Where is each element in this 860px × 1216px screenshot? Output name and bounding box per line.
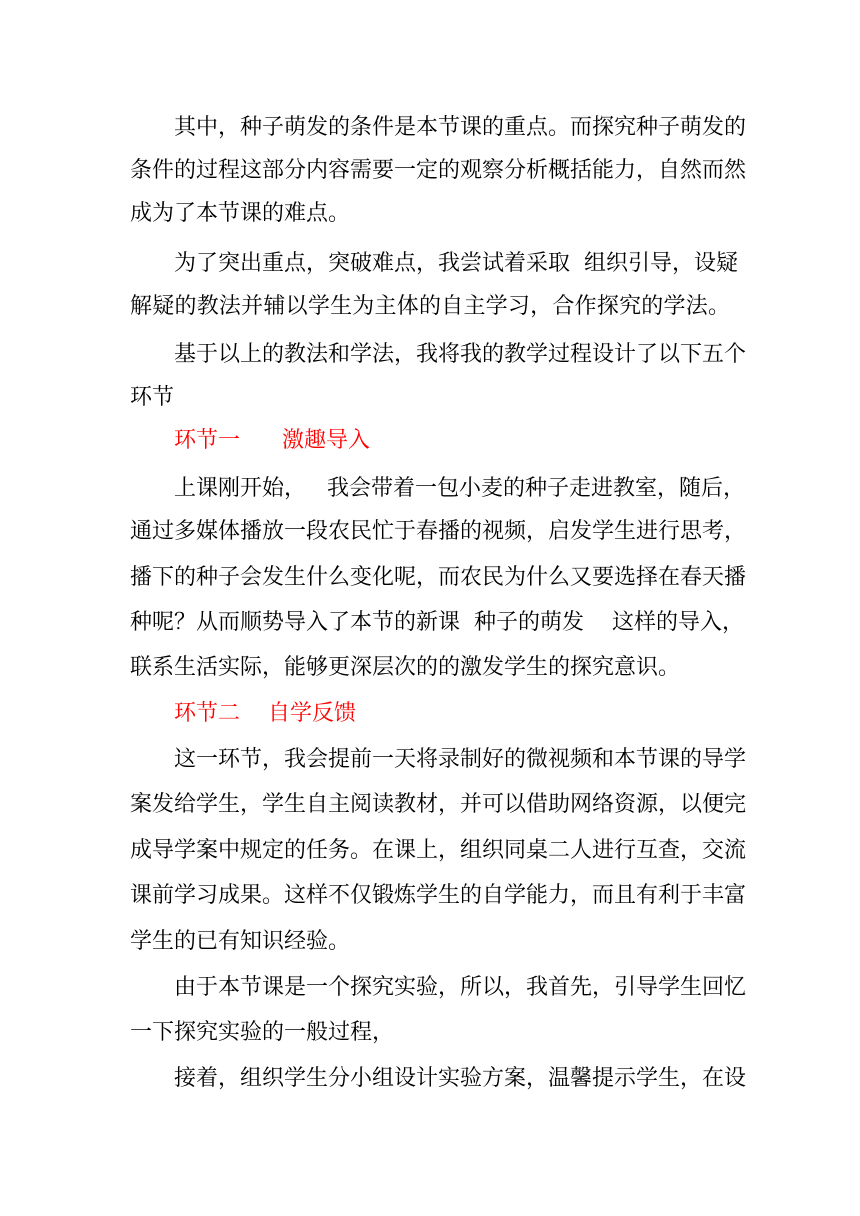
paragraph-line: 上课刚开始， 我会带着一包小麦的种子走进教室，随后， bbox=[174, 476, 745, 501]
paragraph-line: 为了突出重点，突破难点，我尝试着采取 组织引导，设疑 bbox=[174, 251, 738, 276]
paragraph-line: 环节 bbox=[130, 385, 175, 410]
paragraph-line: 成导学案中规定的任务。在课上，组织同桌二人进行互查，交流 bbox=[130, 838, 747, 863]
paragraph-line: 条件的过程这部分内容需要一定的观察分析概括能力，自然而然 bbox=[130, 158, 747, 183]
paragraph-line: 接着，组织学生分小组设计实验方案，温馨提示学生，在设 bbox=[174, 1066, 747, 1091]
paragraph-line: 案发给学生，学生自主阅读教材，并可以借助网络资源，以便完 bbox=[130, 792, 747, 817]
paragraph-line: 种呢？从而顺势导入了本节的新课 种子的萌发 这样的导入， bbox=[130, 610, 744, 635]
paragraph-line: 由于本节课是一个探究实验，所以，我首先，引导学生回忆 bbox=[174, 975, 747, 1000]
section-heading: 环节一 激趣导入 bbox=[174, 428, 370, 453]
paragraph-line: 其中，种子萌发的条件是本节课的重点。而探究种子萌发的 bbox=[174, 115, 747, 140]
paragraph-line: 学生的已有知识经验。 bbox=[130, 929, 351, 954]
paragraph-line: 一下探究实验的一般过程， bbox=[130, 1020, 395, 1045]
paragraph-line: 课前学习成果。这样不仅锻炼学生的自学能力，而且有利于丰富 bbox=[130, 883, 747, 908]
paragraph-line: 联系生活实际，能够更深层次的的激发学生的探究意识。 bbox=[130, 655, 681, 680]
paragraph-line: 解疑的教法并辅以学生为主体的自主学习，合作探究的学法。 bbox=[130, 294, 730, 319]
paragraph-line: 成为了本节课的难点。 bbox=[130, 201, 351, 226]
paragraph-line: 播下的种子会发生什么变化呢，而农民为什么又要选择在春天播 bbox=[130, 565, 747, 590]
paragraph-line: 基于以上的教法和学法，我将我的教学过程设计了以下五个 bbox=[174, 342, 747, 367]
paragraph-line: 通过多媒体播放一段农民忙于春播的视频，启发学生进行思考， bbox=[130, 519, 747, 544]
paragraph-line: 这一环节，我会提前一天将录制好的微视频和本节课的导学 bbox=[174, 747, 747, 772]
section-heading: 环节二 自学反馈 bbox=[174, 701, 356, 726]
